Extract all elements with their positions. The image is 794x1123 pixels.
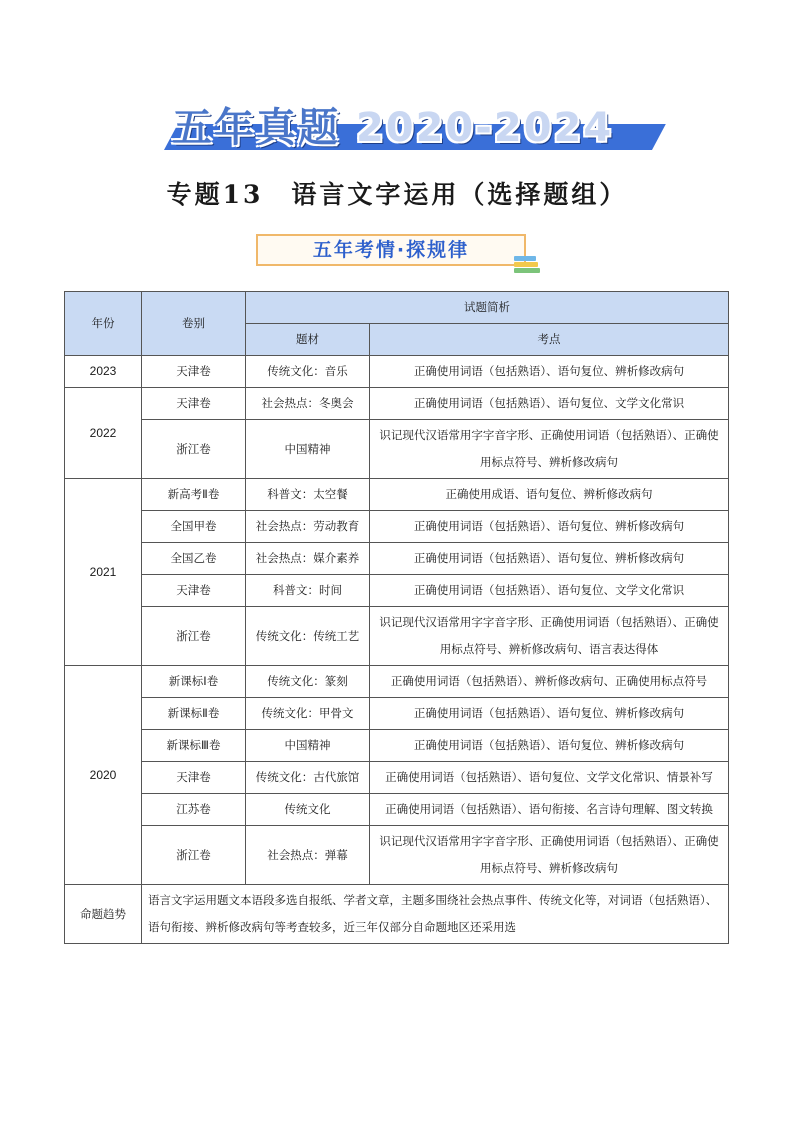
table-row (65, 826, 729, 885)
points-cell: 识记现代汉语常用字字音字形、正确使用词语（包括熟语）、正确使用标点符号、辨析修改病句 (370, 420, 729, 479)
table-row (65, 607, 729, 666)
points-cell: 识记现代汉语常用字字音字形、正确使用词语（包括熟语）、正确使用标点符号、辨析修改病句 (370, 826, 729, 885)
trend-text: 语言文字运用题文本语段多选自报纸、学者文章，主题多围绕社会热点事件、传统文化等，对词语（包括熟语）、语句衔接、辨析修改病句等考查较多，近三年仅部分自命题地区还采用选 (142, 885, 729, 944)
paper-cell: 新课标Ⅰ卷 (142, 666, 246, 698)
points-cell: 正确使用成语、语句复位、辨析修改病句 (370, 479, 729, 511)
table-row (65, 794, 729, 826)
table-row (65, 575, 729, 607)
table-row (65, 356, 729, 388)
points-cell: 正确使用词语（包括熟语）、语句复位、文学文化常识 (370, 388, 729, 420)
paper-cell: 天津卷 (142, 575, 246, 607)
material-cell: 科普文：时间 (246, 575, 370, 607)
header-analysis: 试题简析 (246, 292, 729, 324)
banner-title-cn: 五年真题 (172, 105, 356, 151)
paper-cell: 浙江卷 (142, 607, 246, 666)
table-row (65, 479, 729, 511)
material-cell: 社会热点：冬奥会 (246, 388, 370, 420)
table-row (65, 666, 729, 698)
banner-title-years: 2020-2024 (355, 105, 614, 151)
paper-cell: 新课标Ⅱ卷 (142, 698, 246, 730)
paper-cell: 新课标Ⅲ卷 (142, 730, 246, 762)
points-cell: 识记现代汉语常用字字音字形、正确使用词语（包括熟语）、正确使用标点符号、辨析修改病句、语言表达得体 (370, 607, 729, 666)
year-cell: 2022 (65, 388, 142, 479)
points-cell: 正确使用词语（包括熟语）、语句复位、辨析修改病句 (370, 730, 729, 762)
material-cell: 传统文化：音乐 (246, 356, 370, 388)
material-cell: 中国精神 (246, 420, 370, 479)
points-cell: 正确使用词语（包括熟语）、辨析修改病句、正确使用标点符号 (370, 666, 729, 698)
material-cell: 传统文化：古代旅馆 (246, 762, 370, 794)
banner-title (172, 96, 613, 153)
paper-cell: 全国乙卷 (142, 543, 246, 575)
material-cell: 科普文：太空餐 (246, 479, 370, 511)
material-cell: 传统文化：甲骨文 (246, 698, 370, 730)
paper-cell: 江苏卷 (142, 794, 246, 826)
section-label: 五年考情·探规律 (256, 234, 526, 266)
table-row (65, 730, 729, 762)
table-row (65, 511, 729, 543)
points-cell: 正确使用词语（包括熟语）、语句复位、辨析修改病句 (370, 543, 729, 575)
year-cell: 2023 (65, 356, 142, 388)
table-row (65, 762, 729, 794)
trend-label: 命题趋势 (65, 885, 142, 944)
material-cell: 社会热点：劳动教育 (246, 511, 370, 543)
paper-cell: 天津卷 (142, 388, 246, 420)
material-cell: 传统文化：传统工艺 (246, 607, 370, 666)
points-cell: 正确使用词语（包括熟语）、语句复位、辨析修改病句 (370, 356, 729, 388)
table-row (65, 543, 729, 575)
header-points: 考点 (370, 324, 729, 356)
table-body (65, 356, 729, 944)
table-row (65, 420, 729, 479)
header-paper: 卷别 (142, 292, 246, 356)
books-icon (514, 254, 540, 276)
points-cell: 正确使用词语（包括熟语）、语句衔接、名言诗句理解、图文转换 (370, 794, 729, 826)
material-cell: 社会热点：媒介素养 (246, 543, 370, 575)
header-material: 题材 (246, 324, 370, 356)
table-row (65, 388, 729, 420)
paper-cell: 天津卷 (142, 762, 246, 794)
header-year: 年份 (65, 292, 142, 356)
material-cell: 社会热点：弹幕 (246, 826, 370, 885)
points-cell: 正确使用词语（包括熟语）、语句复位、辨析修改病句 (370, 698, 729, 730)
banner (150, 96, 640, 156)
exam-analysis-table (64, 291, 729, 944)
year-cell: 2021 (65, 479, 142, 666)
year-cell: 2020 (65, 666, 142, 885)
paper-cell: 新高考Ⅱ卷 (142, 479, 246, 511)
material-cell: 传统文化 (246, 794, 370, 826)
paper-cell: 浙江卷 (142, 826, 246, 885)
material-cell: 传统文化：篆刻 (246, 666, 370, 698)
material-cell: 中国精神 (246, 730, 370, 762)
trend-row (65, 885, 729, 944)
paper-cell: 浙江卷 (142, 420, 246, 479)
table-row (65, 698, 729, 730)
page-title: 专题13 语言文字运用（选择题组） (166, 180, 628, 209)
paper-cell: 天津卷 (142, 356, 246, 388)
points-cell: 正确使用词语（包括熟语）、语句复位、文学文化常识、情景补写 (370, 762, 729, 794)
points-cell: 正确使用词语（包括熟语）、语句复位、文学文化常识 (370, 575, 729, 607)
points-cell: 正确使用词语（包括熟语）、语句复位、辨析修改病句 (370, 511, 729, 543)
paper-cell: 全国甲卷 (142, 511, 246, 543)
